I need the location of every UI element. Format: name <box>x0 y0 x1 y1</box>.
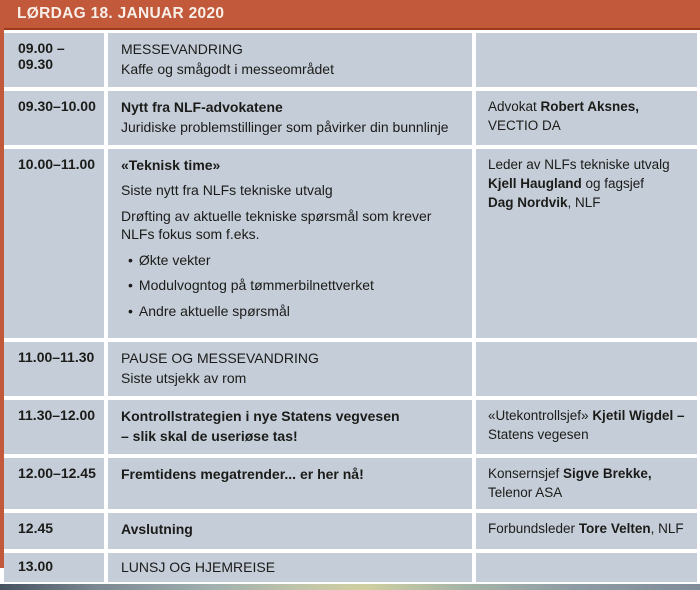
table-row <box>4 458 697 509</box>
page-title: LØRDAG 18. JANUAR 2020 <box>17 5 225 22</box>
text-line <box>121 465 460 483</box>
text-line <box>488 484 689 502</box>
table-row <box>4 33 697 87</box>
time-cell: 11.30–12.00 <box>4 400 104 454</box>
text-line <box>121 349 460 367</box>
plain-text: Forbundsleder <box>488 520 579 536</box>
plain-text: Andre aktuelle spørsmål <box>138 302 290 319</box>
plain-text: «Utekontrollsjef» <box>488 407 593 423</box>
time-cell: 09.30–10.00 <box>4 91 104 145</box>
plain-text: Økte vekter <box>138 251 211 268</box>
speaker-cell <box>476 149 697 338</box>
speaker-cell <box>476 400 697 454</box>
plain-text: Modulvogntog på tømmerbilnettverket <box>138 277 374 294</box>
text-line <box>121 118 460 136</box>
text-line <box>488 426 689 444</box>
text-line <box>121 181 460 199</box>
name-bold-text: Tore Velten <box>578 520 651 536</box>
speaker-cell <box>476 513 697 549</box>
table-row <box>4 400 697 454</box>
name-bold-text: Avslutning <box>121 520 193 537</box>
name-bold-text: Robert Aksnes, <box>540 98 640 114</box>
table-row <box>4 342 697 396</box>
plain-text: Juridiske problemstillinger som påvirker din bunnlinje <box>121 119 449 136</box>
text-line <box>488 98 689 116</box>
description-cell <box>108 513 472 549</box>
plain-text: Statens vegesen <box>488 426 589 442</box>
name-bold-text: Nytt fra NLF-advokatene <box>121 98 283 115</box>
table-row <box>4 513 697 549</box>
table-row <box>4 91 697 145</box>
bullet-item <box>121 251 460 269</box>
text-line <box>488 194 689 212</box>
plain-text: Siste nytt fra NLFs tekniske utvalg <box>121 182 333 199</box>
speaker-cell <box>476 91 697 145</box>
text-line <box>121 156 460 174</box>
plain-text: Kaffe og smågodt i messeområdet <box>121 61 334 78</box>
text-line <box>121 407 460 425</box>
plain-text: Leder av NLFs tekniske utvalg <box>488 156 670 172</box>
bullet-icon: • <box>128 277 133 294</box>
name-bold-text: Fremtidens megatrender... er her nå! <box>121 465 364 482</box>
plain-text: Siste utsjekk av rom <box>121 370 247 387</box>
plain-text: VECTIO DA <box>488 118 561 134</box>
text-line <box>488 117 689 135</box>
name-bold-text: Kontrollstrategien i nye Statens vegvesen <box>121 407 400 424</box>
plain-text: MESSEVANDRING <box>121 41 243 57</box>
text-line <box>121 60 460 78</box>
description-cell <box>108 91 472 145</box>
description-cell <box>108 400 472 454</box>
plain-text: LUNSJ OG HJEMREISE <box>121 558 276 575</box>
name-bold-text: – slik skal de useriøse tas! <box>121 428 298 445</box>
text-line <box>488 520 689 538</box>
text-line <box>121 207 460 244</box>
description-cell <box>108 149 472 338</box>
bullet-item <box>121 276 460 294</box>
table-row <box>4 149 697 338</box>
bottom-photo-strip <box>0 584 700 590</box>
time-cell: 10.00–11.00 <box>4 149 104 338</box>
text-line <box>121 40 460 58</box>
plain-text: Telenor ASA <box>488 484 563 500</box>
time-cell: 12.45 <box>4 513 104 549</box>
name-bold-text: Kjell Haugland <box>488 175 582 191</box>
text-line <box>121 520 460 538</box>
bullet-item <box>121 302 460 320</box>
description-cell <box>108 458 472 509</box>
text-line <box>121 558 460 576</box>
speaker-cell <box>476 458 697 509</box>
name-bold-text: Sigve Brekke, <box>563 465 652 481</box>
name-bold-text: Dag Nordvik <box>488 195 568 211</box>
plain-text: og fagsjef <box>581 175 645 191</box>
text-line <box>488 156 689 174</box>
time-cell: 11.00–11.30 <box>4 342 104 396</box>
plain-text: Advokat <box>488 98 541 114</box>
speaker-cell <box>476 33 697 87</box>
time-cell: 13.00 <box>4 553 104 582</box>
text-line <box>121 98 460 116</box>
text-line <box>488 407 689 425</box>
name-bold-text: Kjetil Wigdel – <box>592 407 685 423</box>
time-cell: 09.00 – 09.30 <box>4 33 104 87</box>
bullet-icon: • <box>128 251 133 268</box>
schedule-table <box>4 33 697 582</box>
plain-text: PAUSE OG MESSEVANDRING <box>121 349 319 366</box>
plain-text: Konsernsjef <box>488 465 564 481</box>
text-line <box>488 465 689 483</box>
time-cell: 12.00–12.45 <box>4 458 104 509</box>
text-line <box>121 369 460 387</box>
plain-text: , NLF <box>650 520 684 536</box>
description-cell <box>108 33 472 87</box>
text-line <box>488 175 689 193</box>
plain-text: , NLF <box>567 195 601 211</box>
name-bold-text: «Teknisk time» <box>121 156 221 173</box>
bullet-icon: • <box>128 302 133 319</box>
speaker-cell <box>476 342 697 396</box>
text-line <box>121 427 460 445</box>
plain-text: Drøfting av aktuelle tekniske spørsmål som krever NLFs fokus som f.eks. <box>121 207 432 243</box>
description-cell <box>108 342 472 396</box>
day-header-bar <box>4 0 700 30</box>
